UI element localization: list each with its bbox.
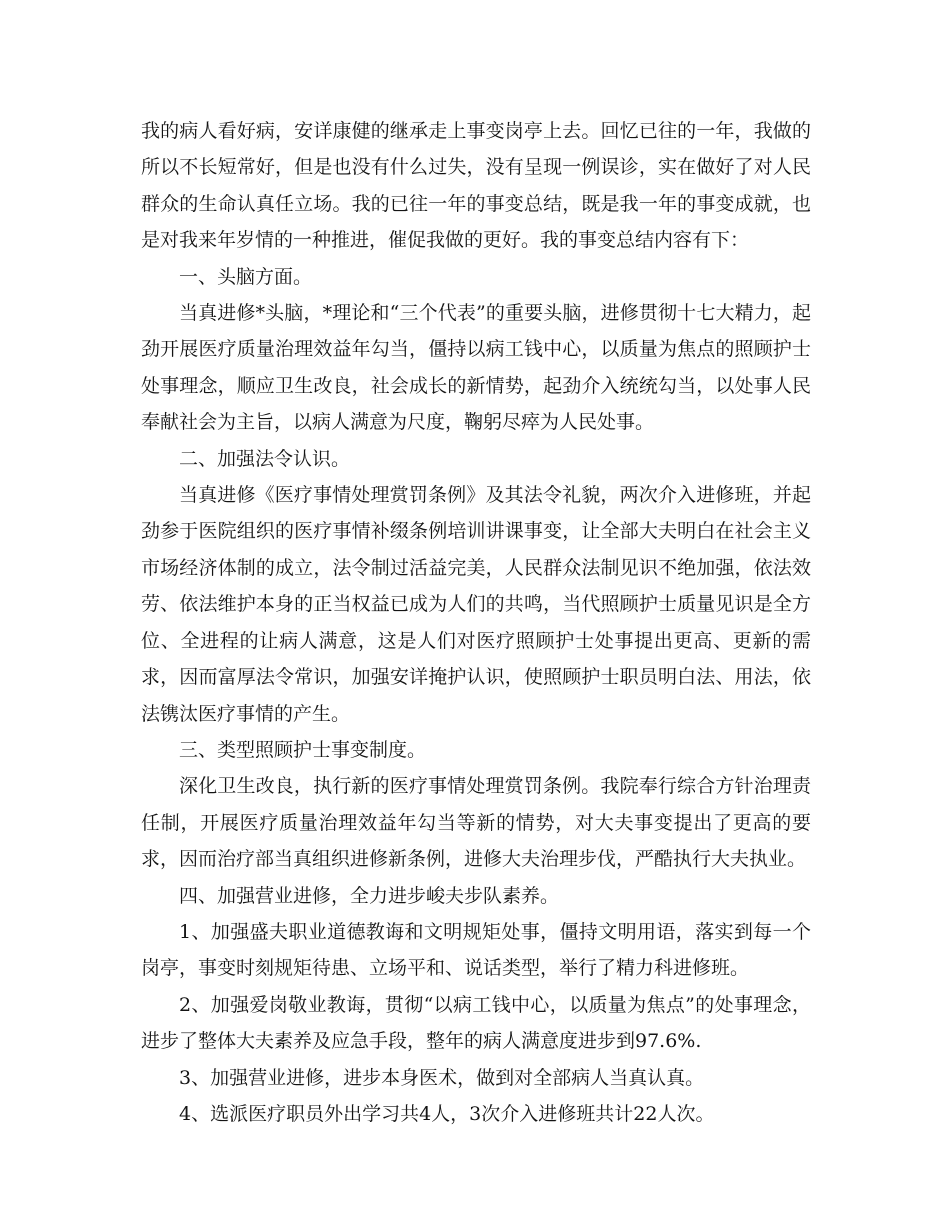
section-heading-training: 四、加强营业进修，全力进步峻夫步队素养。 <box>179 884 560 907</box>
list-item-4: 4、选派医疗职员外出学习共4人，3次介入进修班共计22人次。 <box>179 1102 715 1125</box>
section-heading-system: 三、类型照顾护士事变制度。 <box>179 738 427 761</box>
paragraph-thought: 当真进修*头脑，*理论和“三个代表”的重要头脑，进修贯彻十七大精力，起劲开展医疗质量治理效益年勾当，僵持以病工钱中心，以质量为焦点的照顾护士处事理念，顺应卫生改良，社会成长的新情势，起劲介入统统勾当，以处事人民奉献社会为主旨，以病人满意为尺度，鞠躬尽瘁为人民处事。 <box>141 302 811 434</box>
section-heading-law: 二、加强法令认识。 <box>179 447 351 470</box>
paragraph-law: 当真进修《医疗事情处理赏罚条例》及其法令礼貌，两次介入进修班，并起劲参于医院组织的医疗事情补缀条例培训讲课事变，让全部大夫明白在社会主义市场经济体制的成立，法令制过活益完美，人民群众法制见识不绝加强，依法效劳、依法维护本身的正当权益已成为人们的共鸣，当代照顾护士质量见识是全方位、全进程的让病人满意，这是人们对医疗照顾护士处事提出更高、更新的需求，因而富厚法令常识，加强安详掩护认识，使照顾护士职员明白法、用法，依法镌汰医疗事情的产生。 <box>141 484 811 725</box>
list-item-2: 2、加强爱岗敬业教诲，贯彻“以病工钱中心，以质量为焦点”的处事理念，进步了整体大夫素养及应急手段，整年的病人满意度进步到97.6%. <box>141 993 811 1053</box>
list-item-1: 1、加强盛夫职业道德教诲和文明规矩处事，僵持文明用语，落实到每一个岗亭，事变时刻规矩待患、立场平和、说话类型，举行了精力科进修班。 <box>141 920 811 980</box>
section-heading-thought: 一、头脑方面。 <box>179 265 313 288</box>
list-item-3: 3、加强营业进修，进步本身医术，做到对全部病人当真认真。 <box>179 1066 705 1089</box>
document-body <box>141 113 811 1132</box>
paragraph-system: 深化卫生改良，执行新的医疗事情处理赏罚条例。我院奉行综合方针治理责任制，开展医疗质量治理效益年勾当等新的情势，对大夫事变提出了更高的要求，因而治疗部当真组织进修新条例，进修大夫治理步伐，严酷执行大夫执业。 <box>141 775 811 871</box>
paragraph-intro: 我的病人看好病，安详康健的继承走上事变岗亭上去。回忆已往的一年，我做的所以不长短常好，但是也没有什么过失，没有呈现一例误诊，实在做好了对人民群众的生命认真任立场。我的已往一年的事变总结，既是我一年的事变成就，也是对我来年岁情的一种推进，催促我做的更好。我的事变总结内容有下： <box>141 120 811 252</box>
